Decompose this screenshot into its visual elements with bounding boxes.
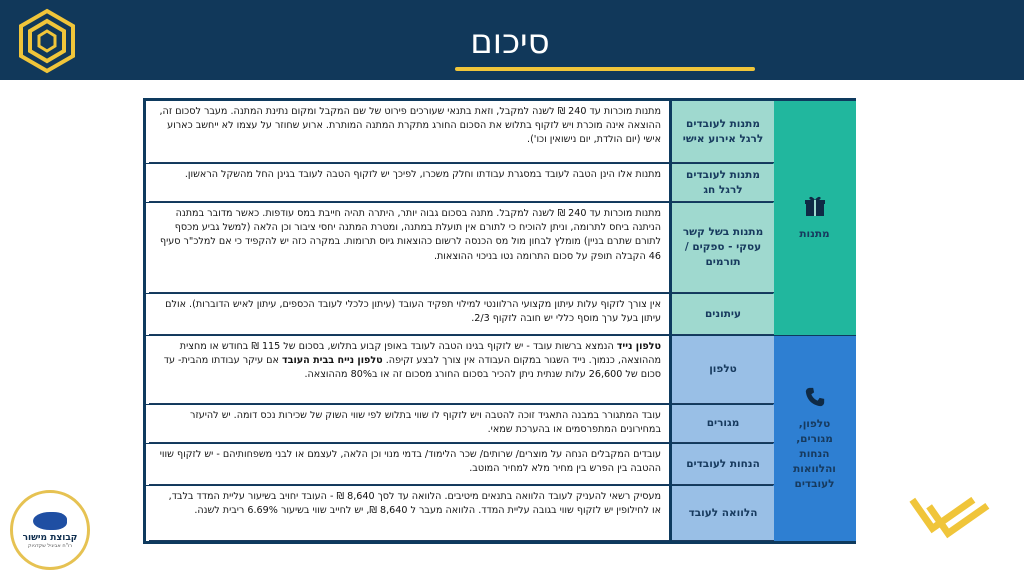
category-gifts	[773, 101, 856, 335]
row-description: טלפון נייד הנמצא ברשות עובד - יש לזקוף בגינו הטבה לעובד באופן קבוע בתלוש, בסכום של 115 ₪ בחודש או מחצית מההוצאה, כנמוך. נייד השגור במקום העבודה אין צורך לבצע זקיפה. טלפון נייח בבית העובד אם עיקר עבודתו מהבית- עד סכום של 26,600 עלות שנתית ניתן להכיר בסכום החורג מסכום זה או ב80% מההוצאה.	[149, 336, 669, 404]
row-description: מתנות מוכרות עד 240 ₪ לשנה למקבל. מתנה בסכום גבוה יותר, היתרה תהיה חייבת במס עודפות. כאשר מדובר במתנה הניתנה ביחס לתרומה, וניתן להוכיח כי לתורם אין תועלת במתנה, ומטרת המתנה יחסי ציבור וכן הלאה (למשל גביע מכסף לתורם שתרם בניין) מומלץ לבחון מול מס הכנסה לרשום כהוצאות גיוס תרומות. במקרה כזה יש להקפיד כי אם למלכ"ר סעיף 46 הקבלה תופק על סכום התרומה נטו בניכוי ההוצאות.	[149, 203, 669, 293]
row-subject: מתנות לעובדים לרגל אירוע אישי	[672, 101, 774, 163]
table-row	[146, 101, 764, 163]
phone-icon	[804, 386, 826, 409]
fish-icon	[33, 512, 67, 530]
table-row	[146, 203, 764, 293]
decorative-chevron-icon	[905, 470, 995, 550]
title-underline	[455, 67, 755, 71]
top-bar	[0, 0, 1024, 80]
company-seal-logo	[10, 490, 90, 570]
table-row	[146, 164, 760, 202]
row-description: עובד המתגורר במבנה התאגיד זוכה להטבה ויש לזקוף לו שווי בתלוש לפי שווי השוק של שכירות נכס דומה. יש להיעזר במחירונים המתפרסמים או בהערכת שמאי.	[149, 405, 669, 443]
page-title: סיכום	[470, 22, 550, 62]
row-description: מתנות מוכרות עד 240 ₪ לשנה למקבל, וזאת בתנאי שעורכים פירוט של שם המקבל ומקום נתינת המתנה. מעבר לסכום זה, ההוצאה אינה מוכרת ויש לזקוף בתלוש את הסכום החורג מתקרת המתנה המותרת. ארוע שחוזר על עצמו לא ייחשב כארוע אישי (יום הולדת, יום נישואין וכו').	[149, 101, 669, 163]
gift-icon	[803, 194, 827, 219]
seal-line-2: רו"ח אביגיל שקדניוק	[27, 542, 73, 549]
row-subject: עיתונים	[672, 294, 774, 335]
row-subject: מגורים	[672, 405, 774, 443]
row-subject: הנחות לעובדים	[672, 444, 774, 485]
seal-line-1: קבוצת מישור	[22, 532, 78, 543]
table-row	[146, 294, 742, 335]
category-label: טלפון, מגורים, הנחות והלוואות לעובדים	[793, 417, 836, 490]
row-description: מעסיק רשאי להעניק לעובד הלוואה בתנאים מיטיבים. הלוואה עד לסך 8,640 ₪ - העובד יחויב בשיעור עליית המדד בלבד, או לחילופין יש לזקוף שווי בגובה עליית המדד. הלוואה מעבר ל 8,640 ₪, יש לחייב שווי בשיעור 6.69% ריבית לשנה.	[149, 486, 669, 541]
row-description: מתנות אלו הינן הטבה לעובד במסגרת עבודתו וחלק משכרו, לפיכך יש לזקוף הטבה לעובד בגינן החל מהשקל הראשון.	[149, 164, 669, 202]
table-row	[146, 405, 740, 443]
hexagon-logo-icon	[14, 8, 80, 74]
row-description: עובדים המקבלים הנחה על מוצרים/ שרותים/ שכר הלימוד/ בדמי מנוי וכן הלאה, לעצמם או לבני משפחותיהם - יש לזקוף שווי ההטבה בין הפרש בין מחיר מלא למחיר המוטב.	[149, 444, 669, 485]
category-phone-housing-loans	[773, 336, 856, 541]
table-row	[146, 486, 758, 541]
row-subject: מתנות בשל קשר עסקי - ספקים / תורמים	[672, 203, 774, 293]
row-description: אין צורך לזקוף עלות עיתון מקצועי הרלוונטי למילוי תפקיד העובד (עיתון כלכלי לעובד הכספים, עיתון לאיש הדוברות). אולם עיתון בעל ערך מוסף כללי יש חובה לזקוף 2/3.	[149, 294, 669, 335]
table-row	[146, 336, 737, 404]
summary-table	[143, 98, 856, 544]
category-label: מתנות	[799, 228, 830, 240]
table-row	[146, 444, 760, 485]
row-subject: טלפון	[672, 336, 774, 404]
row-subject: הלוואה לעובד	[672, 486, 774, 541]
row-subject: מתנות לעובדים לרגל חג	[672, 164, 774, 202]
